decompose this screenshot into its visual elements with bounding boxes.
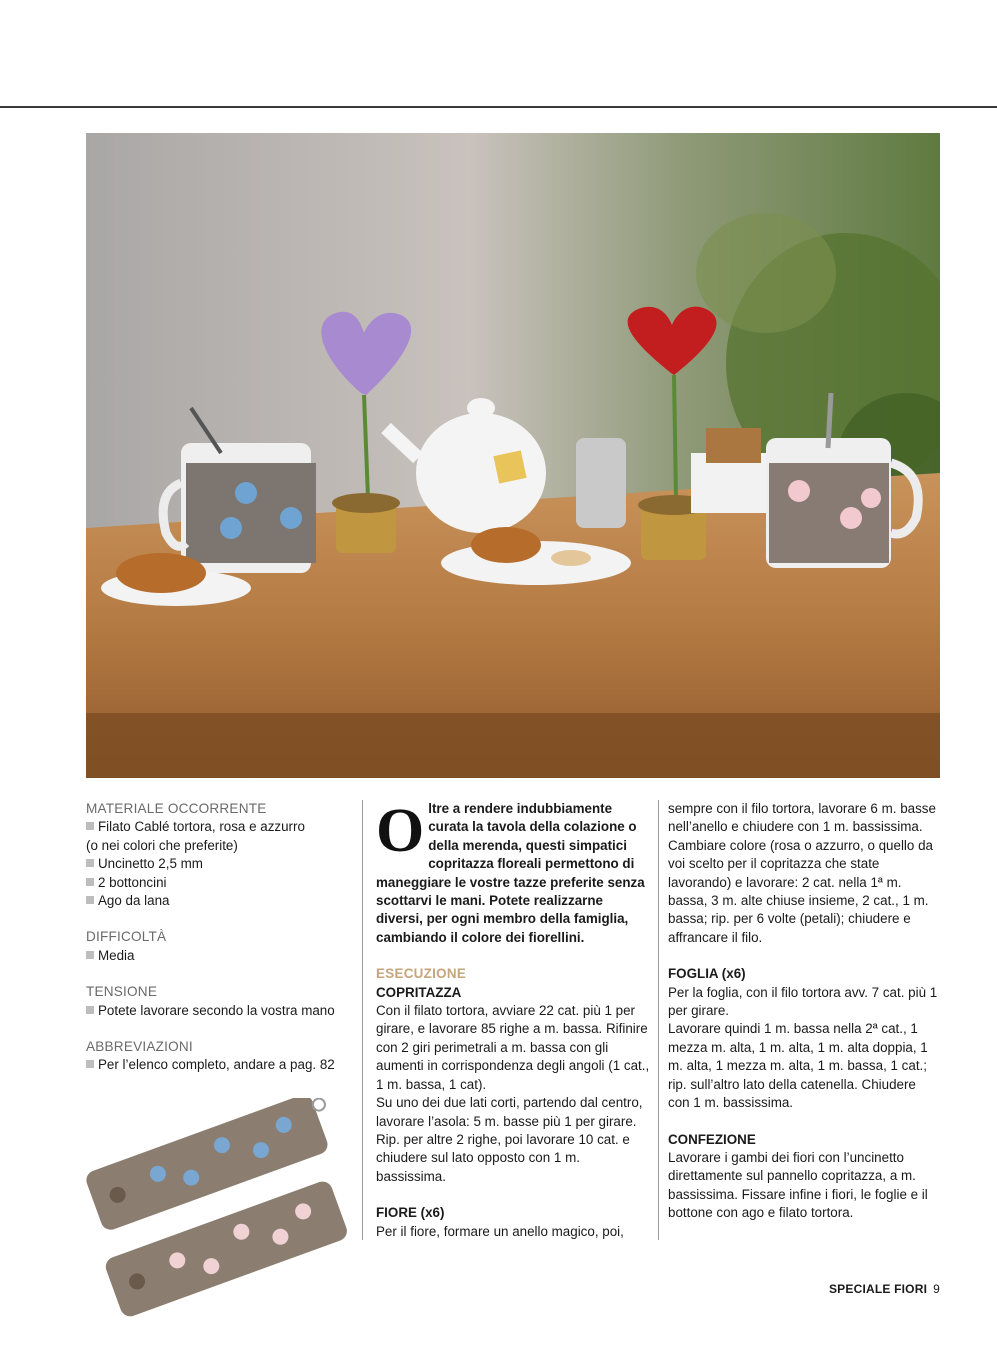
column-divider <box>362 800 363 1240</box>
page-footer <box>829 1282 940 1296</box>
bullet-square-icon <box>86 859 94 867</box>
drop-cap: O <box>376 797 425 865</box>
materials-column <box>86 800 348 1093</box>
abbreviations-title: ABBREVIAZIONI <box>86 1039 193 1055</box>
foglia-text: Per la foglia, con il filo tortora avv. 7 cat. più 1 per girare. <box>668 984 938 1019</box>
page-number: 9 <box>933 1282 940 1296</box>
bullet-square-icon <box>86 822 94 830</box>
confezione-title: CONFEZIONE <box>668 1131 756 1147</box>
top-rule <box>0 106 997 108</box>
material-item: 2 bottoncini <box>86 874 348 892</box>
column-divider <box>658 800 659 1240</box>
bullet-square-icon <box>86 896 94 904</box>
difficulty-value: Media <box>86 947 348 965</box>
copritazza-text: Su uno dei due lati corti, partendo dal centro, lavorare l’asola: 5 m. basse più 1 per girare. Rip. per altre 2 righe, poi lavorare 10 cat. e chiudere sul lato opposto con 1 m. bassissima. <box>376 1095 643 1184</box>
abbreviations-value: Per l’elenco completo, andare a pag. 82 <box>86 1056 348 1074</box>
abbreviations-section <box>86 1038 348 1075</box>
materials-title: MATERIALE OCCORRENTE <box>86 801 267 816</box>
right-column <box>668 800 940 1223</box>
material-item: Uncinetto 2,5 mm <box>86 855 348 873</box>
tension-section <box>86 983 348 1020</box>
hero-photo <box>86 133 940 778</box>
bullet-square-icon <box>86 1060 94 1068</box>
intro-column <box>376 797 650 1241</box>
fiore-text: Per il fiore, formare un anello magico, poi, <box>376 1223 624 1239</box>
copritazza-text: Con il filato tortora, avviare 22 cat. più 1 per girare, e lavorare 85 righe a m. bassa. Rifinire con 2 giri perimetrali a m. bassa con gli aumenti in corrispondenza degli angoli (1 cat., 1 m. bassa, 1 cat). <box>376 1003 650 1092</box>
tension-value: Potete lavorare secondo la vostra mano <box>86 1002 348 1020</box>
foglia-title: FOGLIA (x6) <box>668 966 746 982</box>
materials-section <box>86 800 348 910</box>
section-name: SPECIALE FIORI <box>828 1282 928 1296</box>
execution-label: ESECUZIONE <box>376 966 467 982</box>
difficulty-section <box>86 928 348 965</box>
confezione-text: Lavorare i gambi dei fiori con l’uncinetto direttamente sul pannello copritazza, a m. bassissima. Fissare infine i fiori, le foglie e il bottone con ago e filato tortora. <box>668 1149 928 1221</box>
bullet-square-icon <box>86 1006 94 1014</box>
intro-paragraph: Oltre a rendere indubbiamente curata la tavola della colazione o della merenda, questi simpatici copritazza floreali permettono di maneggiare le vostre tazze preferite senza scottarvi le mani. Potete realizzarne diversi, per ogni membro della famiglia, cambiando il colore dei fiorellini. <box>376 797 645 945</box>
material-item: (o nei colori che preferite) <box>86 837 238 853</box>
tension-title: TENSIONE <box>86 984 158 1000</box>
material-item: Filato Cablé tortora, rosa e azzurro <box>86 818 348 836</box>
crochet-panels-photo <box>86 1098 348 1318</box>
bullet-square-icon <box>86 878 94 886</box>
fiore-title: FIORE (x6) <box>376 1205 445 1221</box>
difficulty-title: DIFFICOLTÀ <box>86 929 167 945</box>
material-item: Ago da lana <box>86 892 348 910</box>
fiore-text: Cambiare colore (rosa o azzurro, o quello da voi scelto per il copritazza che state lavorando) e lavorare: 2 cat. nella 1ª m. bassa, 3 m. alte chiuse insieme, 2 cat., 1 m. bassa; rip. per 6 volte (petali); chiudere e affrancare il filo. <box>668 837 933 945</box>
copritazza-title: COPRITAZZA <box>376 984 462 1000</box>
bullet-square-icon <box>86 951 94 959</box>
fiore-text: sempre con il filo tortora, lavorare 6 m. basse nell’anello e chiudere con 1 m. bassissima. <box>668 801 936 835</box>
foglia-text: Lavorare quindi 1 m. bassa nella 2ª cat., 1 mezza m. alta, 1 m. alta, 1 m. alta doppia, 1 m. alta, 1 mezza m. alta, 1 m. bassa, 1 cat.; rip. sull’altro lato della catenella. Chiudere con 1 m. bassissima. <box>668 1021 928 1111</box>
